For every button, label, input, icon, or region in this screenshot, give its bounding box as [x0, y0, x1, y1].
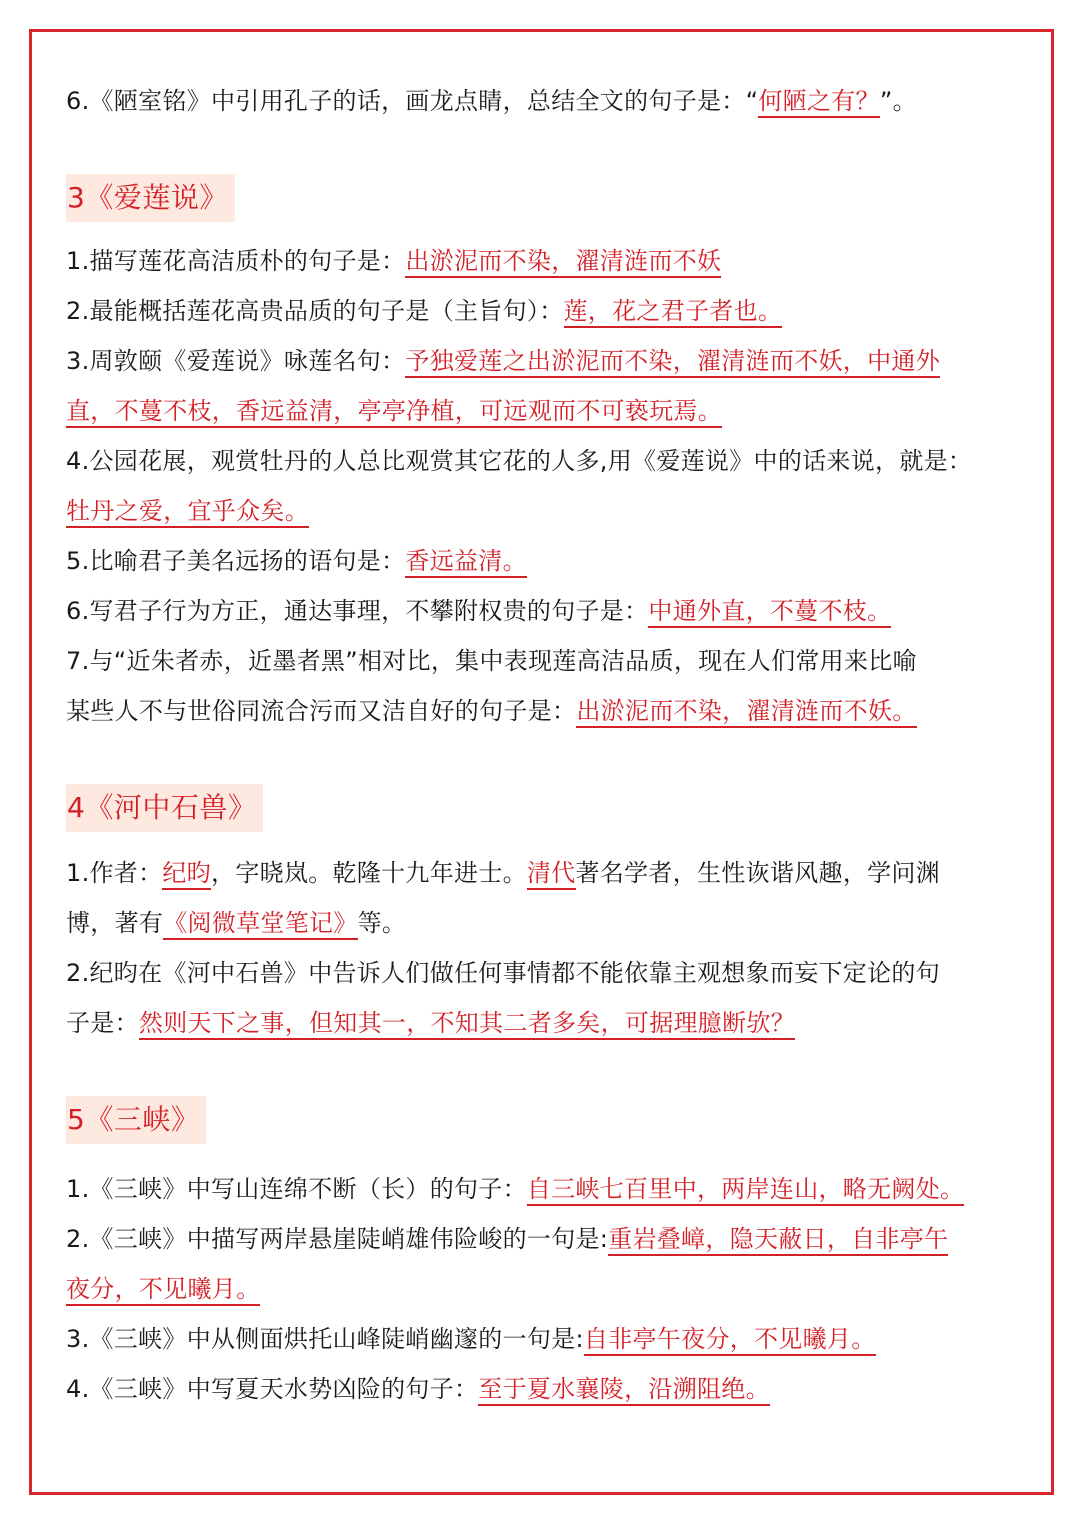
- answer-text: 中通外直，不蔓不枝。: [648, 597, 891, 628]
- question-text: 1.描写莲花高洁质朴的句子是：: [66, 247, 406, 275]
- answer-text: 然则天下之事，但知其一，不知其二者多矣，可据理臆断欤？: [139, 1009, 795, 1040]
- section-ailianshuo: [66, 174, 1021, 222]
- answer-text: 自三峡七百里中，两岸连山，略无阙处。: [527, 1175, 964, 1206]
- sanxia-q4: [66, 1364, 1021, 1414]
- answer-text: 自非亭午夜分，不见曦月。: [584, 1325, 876, 1356]
- question-text: 博，著有: [66, 909, 164, 937]
- question-text: 3.《三峡》中从侧面烘托山峰陡峭幽邃的一句是:: [66, 1325, 584, 1353]
- sanxia-q1: [66, 1164, 1021, 1214]
- question-text: 7.与“近朱者赤，近墨者黑”相对比，集中表现莲高洁品质，现在人们常用来比喻: [66, 647, 917, 675]
- hezhongshishou-q1-cont: [66, 898, 1021, 948]
- question-text: 子是：: [66, 1009, 139, 1037]
- answer-text: 出淤泥而不染，濯清涟而不妖。: [576, 697, 916, 728]
- question-text: 2.最能概括莲花高贵品质的句子是（主旨句）：: [66, 297, 564, 325]
- sanxia-q3: [66, 1314, 1021, 1364]
- question-text: 2.《三峡》中描写两岸悬崖陡峭雄伟险峻的一句是:: [66, 1225, 609, 1253]
- hezhongshishou-q2-cont: [66, 998, 1021, 1048]
- section-hezhongshishou: [66, 784, 1021, 832]
- answer-text: 予独爱莲之出淤泥而不染，濯清涟而不妖，中通外: [405, 347, 940, 378]
- answer-text: 牡丹之爱，宜乎众矣。: [66, 497, 309, 528]
- ailianshuo-q4: [66, 436, 1021, 486]
- question-text: 3.周敦颐《爱莲说》咏莲名句：: [66, 347, 406, 375]
- ailianshuo-q7: [66, 636, 1021, 686]
- answer-text: 重岩叠嶂，隐天蔽日，自非亭午: [608, 1225, 948, 1256]
- question-text: 2.纪昀在《河中石兽》中告诉人们做任何事情都不能依靠主观想象而妄下定论的句: [66, 959, 940, 987]
- question-text: 6.《陋室铭》中引用孔子的话，画龙点睛，总结全文的句子是：“: [66, 87, 759, 115]
- section-heading: 5《三峡》: [66, 1096, 206, 1144]
- question-text: 5.比喻君子美名远扬的语句是：: [66, 547, 406, 575]
- ailianshuo-q2: [66, 286, 1021, 336]
- answer-text: 《阅微草堂笔记》: [163, 909, 357, 940]
- ailianshuo-q6: [66, 586, 1021, 636]
- answer-text: 何陋之有？: [758, 87, 880, 118]
- ailianshuo-q7-cont: [66, 686, 1021, 736]
- question-text: 4.《三峡》中写夏天水势凶险的句子：: [66, 1375, 479, 1403]
- answer-text: 清代: [527, 859, 576, 890]
- ailianshuo-q3-cont: [66, 386, 1021, 436]
- answer-text: 夜分，不见曦月。: [66, 1275, 260, 1306]
- answer-text: 至于夏水襄陵，沿溯阻绝。: [478, 1375, 770, 1406]
- answer-text: 香远益清。: [405, 547, 527, 578]
- question-text: ，字晓岚。乾隆十九年进士。: [211, 859, 527, 887]
- hezhongshishou-q2: [66, 948, 1021, 998]
- sanxia-q2: [66, 1214, 1021, 1264]
- section-heading: 4《河中石兽》: [66, 784, 263, 832]
- question-text: 等。: [357, 909, 407, 937]
- question-text: ”。: [879, 87, 917, 115]
- answer-text: 莲，花之君子者也。: [564, 297, 783, 328]
- answer-text: 直，不蔓不枝，香远益清，亭亭净植，可远观而不可亵玩焉。: [66, 397, 722, 428]
- answer-text: 出淤泥而不染，濯清涟而不妖: [405, 247, 721, 278]
- question-text: 4.公园花展，观赏牡丹的人总比观赏其它花的人多,用《爱莲说》中的话来说，就是：: [66, 447, 973, 475]
- answer-text: 纪昀: [162, 859, 211, 890]
- question-text: 著名学者，生性诙谐风趣，学问渊: [575, 859, 941, 887]
- question-text: 1.《三峡》中写山连绵不断（长）的句子：: [66, 1175, 527, 1203]
- section-sanxia: [66, 1096, 1021, 1144]
- hezhongshishou-q1: [66, 848, 1021, 898]
- question-text: 6.写君子行为方正，通达事理，不攀附权贵的句子是：: [66, 597, 649, 625]
- section-heading: 3《爱莲说》: [66, 174, 235, 222]
- sanxia-q2-cont: [66, 1264, 1021, 1314]
- ailianshuo-q4-cont: [66, 486, 1021, 536]
- ailianshuo-q1: [66, 236, 1021, 286]
- document-body: [66, 76, 1021, 1414]
- loushiming-q6: [66, 76, 1021, 126]
- ailianshuo-q5: [66, 536, 1021, 586]
- ailianshuo-q3: [66, 336, 1021, 386]
- question-text: 某些人不与世俗同流合污而又洁自好的句子是：: [66, 697, 577, 725]
- question-text: 1.作者：: [66, 859, 163, 887]
